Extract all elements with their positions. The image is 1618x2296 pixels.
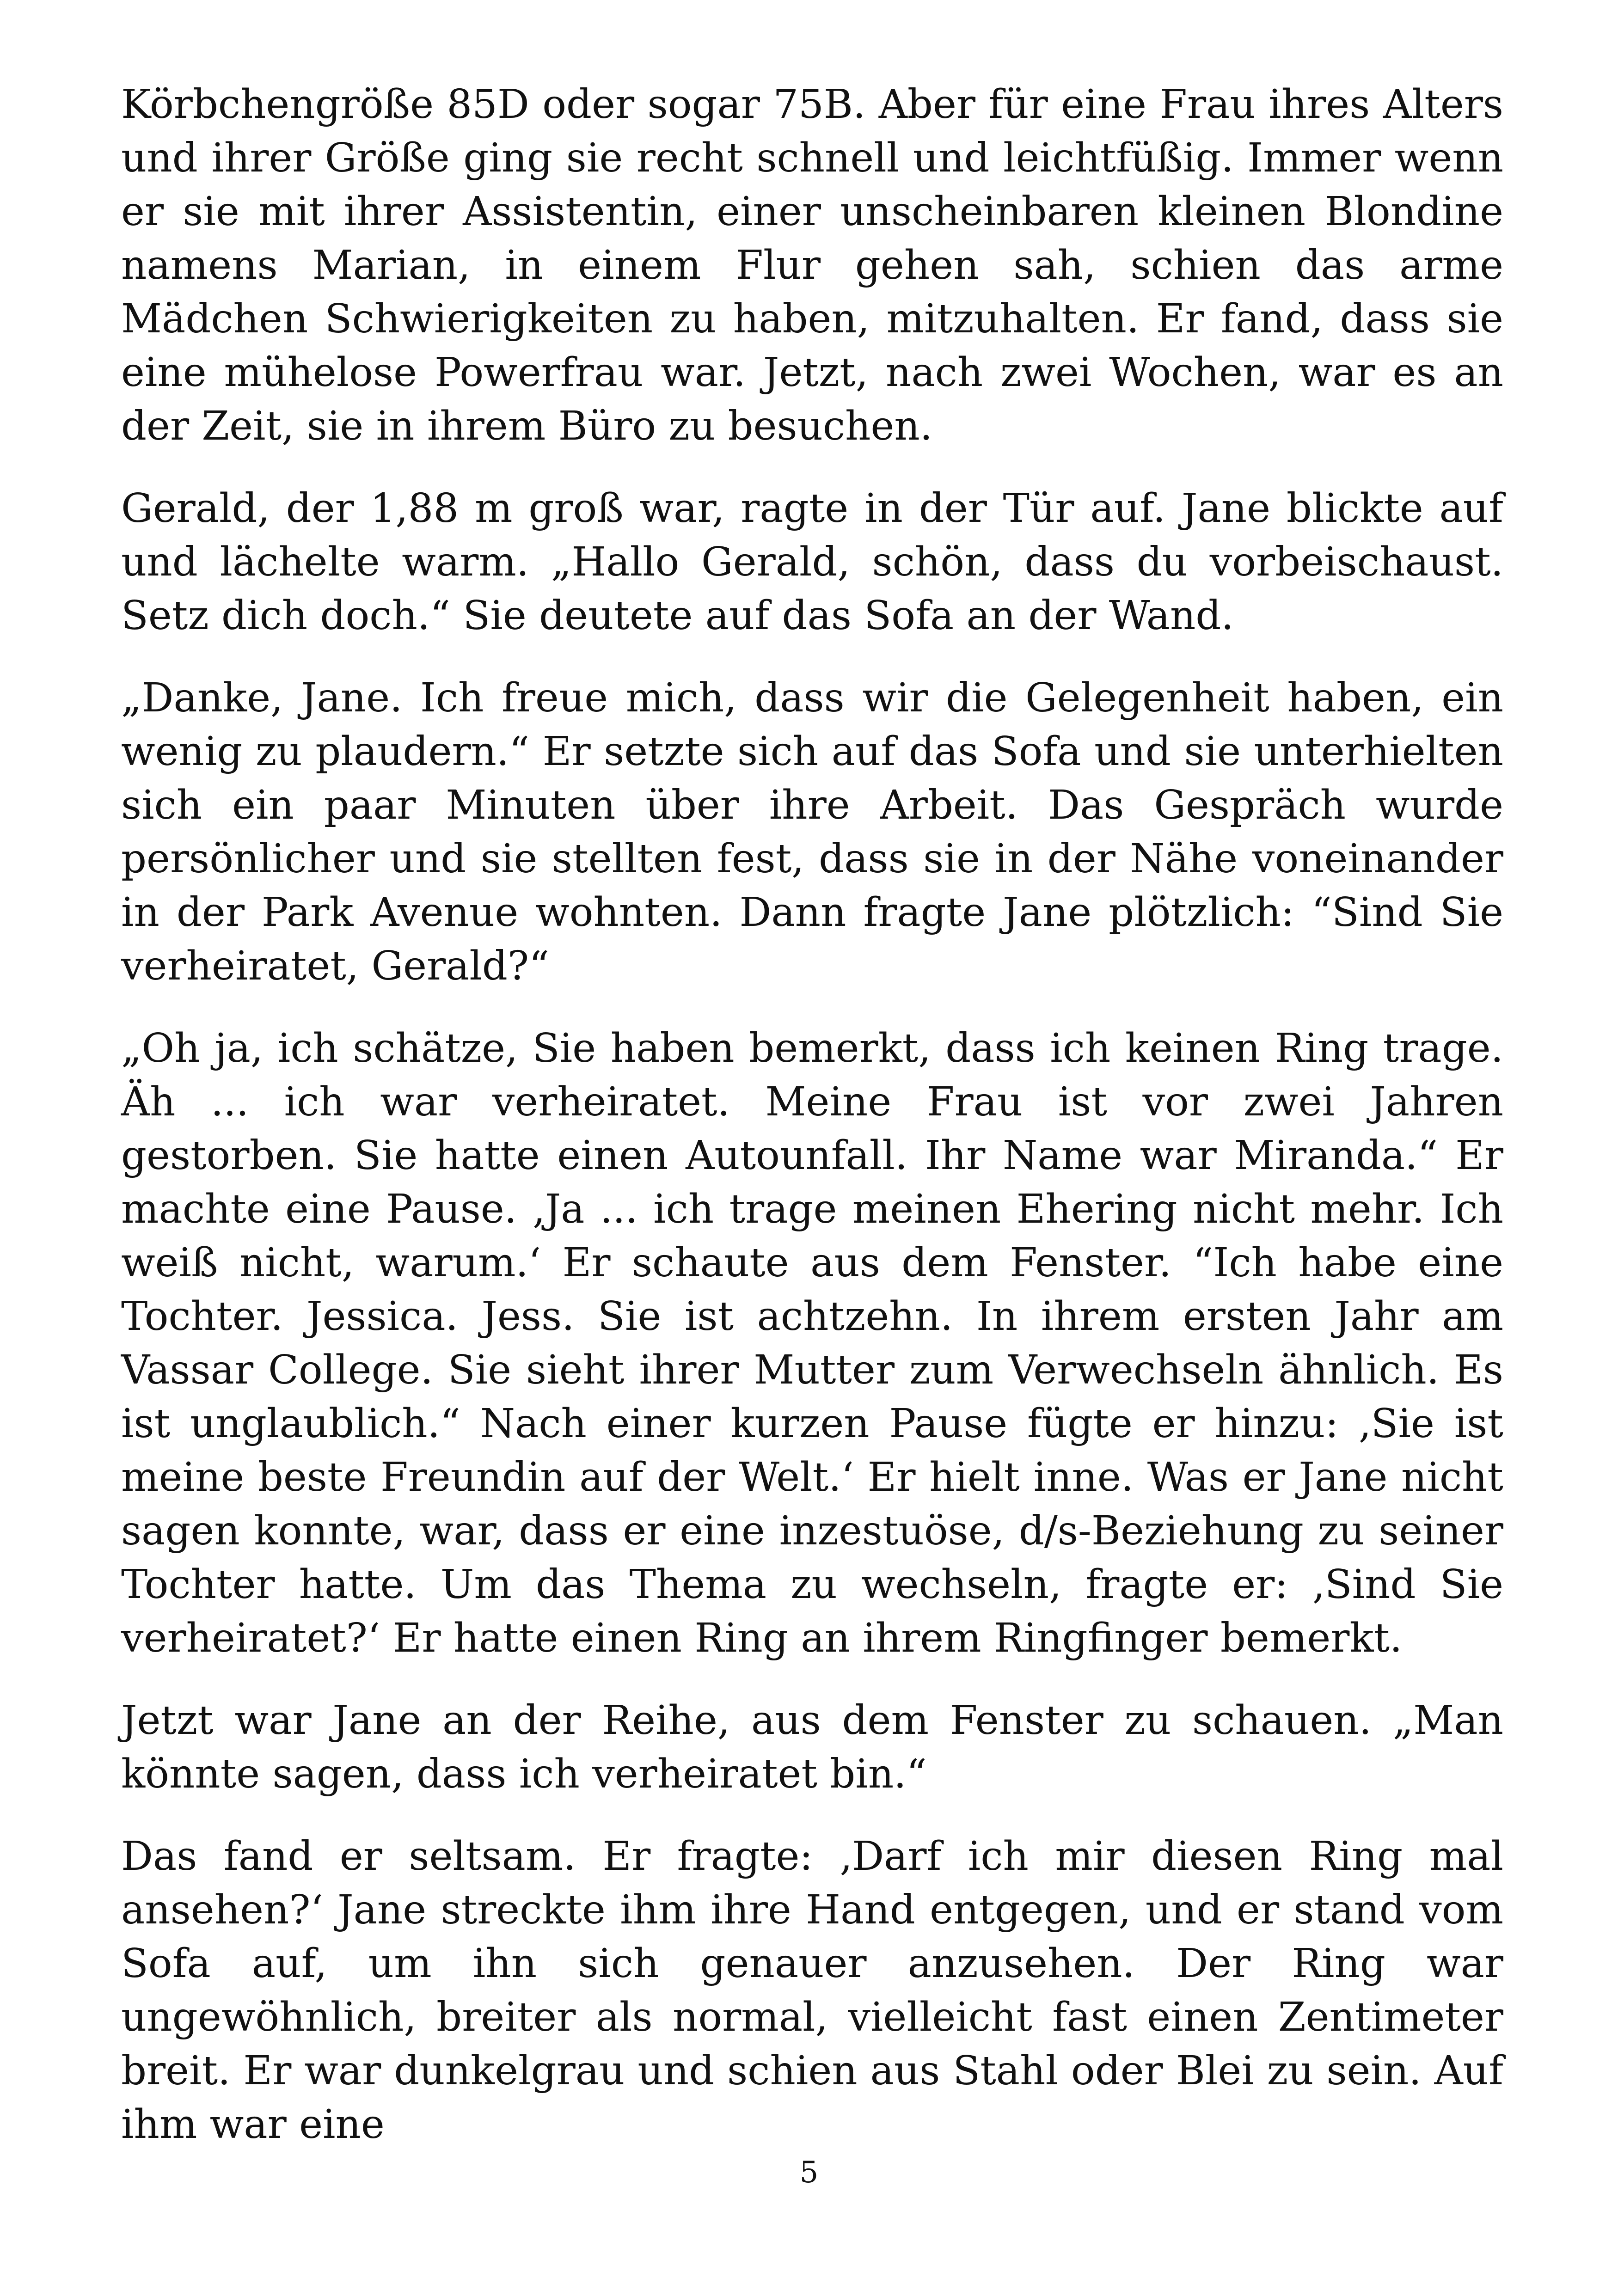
paragraph: „Danke, Jane. Ich freue mich, dass wir die Gelegenheit haben, ein wenig zu plaudern.“ Er setzte sich auf das Sofa und sie unterhielten sich ein paar Minuten über ihre Arbeit. Das Gespräch wurde persönlicher und sie stellten fest, dass sie in der Nähe voneinander in der Park Avenue wohnten. Dann fragte Jane plötzlich: “Sind Sie verheiratet, Gerald?“ — [121, 675, 1503, 989]
page-number: 5 — [799, 2155, 819, 2190]
body-text — [121, 78, 1503, 2180]
paragraph: Jetzt war Jane an der Reihe, aus dem Fenster zu schauen. „Man könnte sagen, dass ich verheiratet bin.“ — [121, 1697, 1503, 1797]
paragraph: Gerald, der 1,88 m groß war, ragte in der Tür auf. Jane blickte auf und lächelte warm. „Hallo Gerald, schön, dass du vorbeischaust. Setz dich doch.“ Sie deutete auf das Sofa an der Wand. — [121, 485, 1503, 639]
paragraph: Das fand er seltsam. Er fragte: ‚Darf ich mir diesen Ring mal ansehen?‘ Jane streckte ihm ihre Hand entgegen, und er stand vom Sofa auf, um ihn sich genauer anzusehen. Der Ring war ungewöhnlich, breiter als normal, vielleicht fast einen Zentimeter breit. Er war dunkelgrau und schien aus Stahl oder Blei zu sein. Auf ihm war eine — [121, 1833, 1503, 2148]
paragraph: Körbchengröße 85D oder sogar 75B. Aber für eine Frau ihres Alters und ihrer Größe ging sie recht schnell und leichtfüßig. Immer wenn er sie mit ihrer Assistentin, einer unscheinbaren kleinen Blondine namens Marian, in einem Flur gehen sah, schien das arme Mädchen Schwierigkeiten zu haben, mitzuhalten. Er fand, dass sie eine mühelose Powerfrau war. Jetzt, nach zwei Wochen, war es an der Zeit, sie in ihrem Büro zu besuchen. — [121, 81, 1503, 449]
paragraph: „Oh ja, ich schätze, Sie haben bemerkt, dass ich keinen Ring trage. Äh ... ich war verheiratet. Meine Frau ist vor zwei Jahren gestorben. Sie hatte einen Autounfall. Ihr Name war Miranda.“ Er machte eine Pause. ‚Ja ... ich trage meinen Ehering nicht mehr. Ich weiß nicht, warum.‘ Er schaute aus dem Fenster. “Ich habe eine Tochter. Jessica. Jess. Sie ist achtzehn. In ihrem ersten Jahr am Vassar College. Sie sieht ihrer Mutter zum Verwechseln ähnlich. Es ist unglaublich.“ Nach einer kurzen Pause fügte er hinzu: ‚Sie ist meine beste Freundin auf der Welt.‘ Er hielt inne. Was er Jane nicht sagen konnte, war, dass er eine inzestuöse, d/s-Beziehung zu seiner Tochter hatte. Um das Thema zu wechseln, fragte er: ‚Sind Sie verheiratet?‘ Er hatte einen Ring an ihrem Ringfinger bemerkt. — [121, 1025, 1503, 1661]
